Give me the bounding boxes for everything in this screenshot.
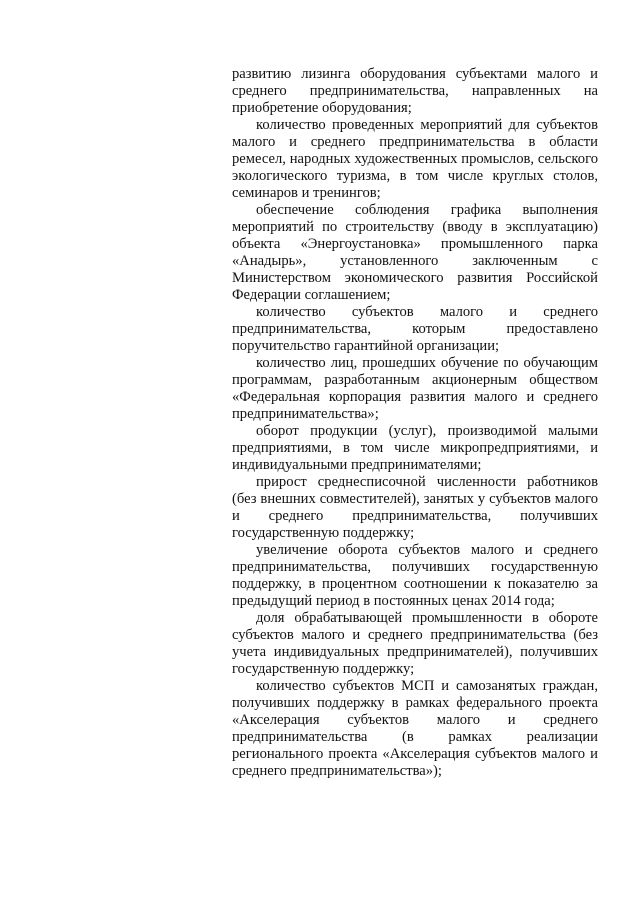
- paragraph: количество проведенных мероприятий для субъектов малого и среднего предпринимательства в области ремесел, народных художественных промыслов, сельского экологического туризма, в том числе круглых столов, семинаров и тренингов;: [232, 117, 598, 201]
- paragraph: доля обрабатывающей промышленности в обороте субъектов малого и среднего предпринимательства (без учета индивидуальных предпринимателей), получивших государственную поддержку;: [232, 610, 598, 677]
- paragraph: прирост среднесписочной численности работников (без внешних совместителей), занятых у субъектов малого и среднего предпринимательства, получивших государственную поддержку;: [232, 474, 598, 541]
- paragraph: количество субъектов малого и среднего предпринимательства, которым предоставлено поручительство гарантийной организации;: [232, 304, 598, 354]
- paragraph: количество субъектов МСП и самозанятых граждан, получивших поддержку в рамках федерального проекта «Акселерация субъектов малого и среднего предпринимательства (в рамках реализации регионального проекта «Акселерация субъектов малого и среднего предпринимательства»);: [232, 678, 598, 779]
- paragraph: развитию лизинга оборудования субъектами малого и среднего предпринимательства, направленных на приобретение оборудования;: [232, 66, 598, 116]
- document-page: [232, 66, 598, 780]
- paragraph: обеспечение соблюдения графика выполнения мероприятий по строительству (вводу в эксплуатацию) объекта «Энергоустановка» промышленного парка «Анадырь», установленного заключенным с Министерством экономического развития Российской Федерации соглашением;: [232, 202, 598, 303]
- paragraph: увеличение оборота субъектов малого и среднего предпринимательства, получивших государственную поддержку, в процентном соотношении к показателю за предыдущий период в постоянных ценах 2014 года;: [232, 542, 598, 609]
- paragraph: оборот продукции (услуг), производимой малыми предприятиями, в том числе микропредприятиями, и индивидуальными предпринимателями;: [232, 423, 598, 473]
- paragraph: количество лиц, прошедших обучение по обучающим программам, разработанным акционерным обществом «Федеральная корпорация развития малого и среднего предпринимательства»;: [232, 355, 598, 422]
